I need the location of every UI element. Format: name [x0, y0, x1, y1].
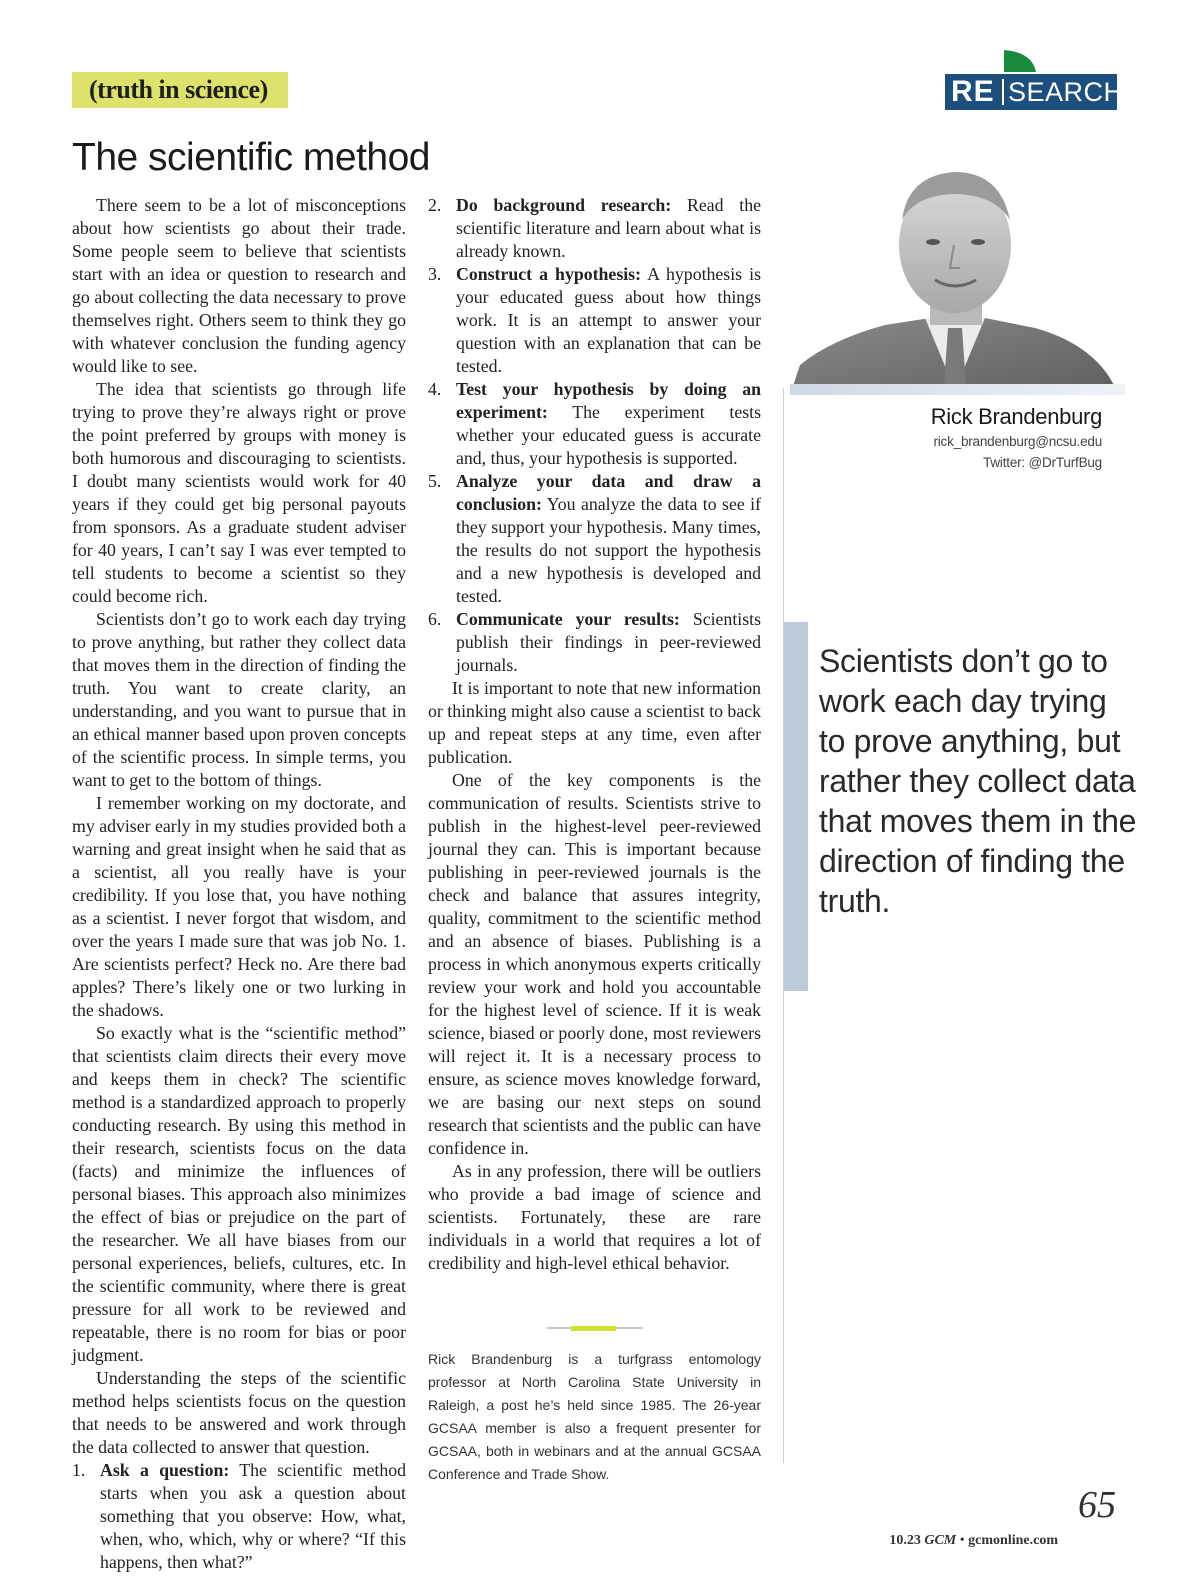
step-item: [428, 194, 761, 263]
research-logo: [945, 48, 1124, 112]
steps-list: [72, 1459, 406, 1574]
author-twitter: Twitter: @DrTurfBug: [983, 455, 1102, 470]
step-item: [428, 263, 761, 378]
step-text: The experiment tests whether your educated guess is accurate and, thus, your hypothesis is supported.: [456, 402, 761, 468]
step-title: Construct a hypothesis:: [456, 264, 642, 284]
step-number: 2.: [428, 195, 442, 215]
author-block: [860, 403, 1102, 473]
logo-search-text: SEARCH: [1008, 77, 1124, 107]
research-logo-box: [945, 74, 1124, 110]
step-title: Ask a question:: [100, 1460, 230, 1480]
article-column-1: [72, 194, 406, 1574]
section-kicker-label: (truth in science): [89, 75, 268, 104]
logo-re-text: RE: [951, 75, 995, 108]
article-column-2: [428, 194, 761, 1275]
bio-divider-accent: [571, 1326, 616, 1331]
photo-base-strip: [790, 384, 1125, 395]
footer-bullet: •: [959, 1533, 965, 1548]
body-paragraph: Understanding the steps of the scientific method helps scientists focus on the question that needs to be answered and work through the data collected to answer that question.: [72, 1368, 406, 1457]
step-title: Test your hypothesis by doing an experiment:: [456, 379, 761, 422]
page-footer: [889, 1533, 1058, 1549]
step-item: [72, 1459, 406, 1574]
pull-quote-bar: [784, 622, 808, 991]
article-title: The scientific method: [72, 136, 431, 179]
section-kicker: [72, 72, 288, 108]
step-text: A hypothesis is your educated guess about how things work. It is an attempt to answer your question with an explanation that can be tested.: [456, 264, 761, 376]
step-number: 4.: [428, 379, 442, 399]
step-text: Scientists publish their findings in peer-reviewed journals.: [456, 609, 761, 675]
footer-issue: 10.23: [889, 1533, 921, 1548]
step-title: Analyze your data and draw a conclusion:: [456, 471, 761, 514]
step-number: 5.: [428, 471, 442, 491]
logo-divider: [1002, 79, 1004, 105]
footer-magazine: GCM: [924, 1533, 957, 1548]
steps-list-continued: [428, 194, 761, 677]
footer-site: gcmonline.com: [968, 1533, 1058, 1548]
body-paragraph: Scientists don’t go to work each day trying to prove anything, but rather they collect data that moves them in the direction of finding the truth. You want to create clarity, an understanding, and you want to pursue that in an ethical manner based upon proven concepts of the scientific process. In simple terms, you want to get to the bottom of things.: [72, 609, 406, 790]
step-number: 6.: [428, 609, 442, 629]
step-item: [428, 378, 761, 470]
pull-quote: Scientists don’t go to work each day trying to prove anything, but rather they collect data that moves them in the direction of finding the truth.: [819, 643, 1137, 919]
step-item: [428, 470, 761, 608]
body-paragraph: It is important to note that new information or thinking might also cause a scientist to back up and repeat steps at any time, even after publication.: [428, 678, 761, 767]
step-text: You analyze the data to see if they support your hypothesis. Many times, the results do not support the hypothesis and a new hypothesis is developed and tested.: [456, 494, 761, 606]
author-email: rick_brandenburg@ncsu.edu: [933, 434, 1102, 449]
author-name: Rick Brandenburg: [930, 404, 1102, 429]
body-paragraph: There seem to be a lot of misconceptions about how scientists go about their trade. Some people seem to believe that scientists start with an idea or question to research and go about collecting the data necessary to prove themselves right. Others seem to think they go with whatever conclusion the funding agency would like to see.: [72, 195, 406, 376]
step-title: Do background research:: [456, 195, 672, 215]
step-item: [428, 608, 761, 677]
step-number: 3.: [428, 264, 442, 284]
body-paragraph: So exactly what is the “scientific method” that scientists claim directs their every move and keeps them in check? The scientific method is a standardized approach to properly conducting research. By using this method in their research, scientists focus on the data (facts) and minimize the influences of personal biases. This approach also minimizes the effect of bias or prejudice on the part of the researcher. We all have biases from our personal experiences, beliefs, cultures, etc. In the scientific community, where there is great pressure for all work to be reviewed and repeatable, there is no room for bias or poor judgment.: [72, 1023, 406, 1365]
body-paragraph: The idea that scientists go through life trying to prove they’re always right or prove the point preferred by groups with money is both humorous and discouraging to scientists. I doubt many scientists would work for 40 years if they could get big personal payouts from sponsors. As a graduate student adviser for 40 years, I can’t say I was ever tempted to tell students to become a scientist so they could become rich.: [72, 379, 406, 606]
step-number: 1.: [72, 1460, 86, 1480]
page-number: 65: [1078, 1484, 1116, 1526]
author-bio: Rick Brandenburg is a turfgrass entomology professor at North Carolina State University in Raleigh, a post he’s held since 1985. The 26-year GCSAA member is also a frequent presenter for GCSAA, both in webinars and at the annual GCSAA Conference and Trade Show.: [428, 1351, 761, 1482]
author-photo: [790, 150, 1120, 395]
step-text: Read the scientific literature and learn about what is already known.: [456, 195, 761, 261]
body-paragraph: I remember working on my doctorate, and my adviser early in my studies provided both a warning and great insight when he said that as a scientist, all you really have is your credibility. If you lose that, you have nothing as a scientist. I never forgot that wisdom, and over the years I made sure that was job No. 1. Are scientists perfect? Heck no. Are there bad apples? There’s likely one or two lurking in the shadows.: [72, 793, 406, 1020]
body-paragraph: One of the key components is the communication of results. Scientists strive to publish in the highest-level peer-reviewed journal they can. This is important because publishing in peer-reviewed journals is the check and balance that assures integrity, quality, commitment to the scientific method and an absence of biases. Publishing is a process in which anonymous experts critically review your work and hold you accountable for the highest level of science. If it is weak science, biased or poorly done, most reviewers will reject it. It is a necessary process to ensure, as science moves knowledge forward, we are basing our next steps on sound research that scientists and the public can have confidence in.: [428, 770, 761, 1158]
step-title: Communicate your results:: [456, 609, 680, 629]
step-text: The scientific method starts when you ask a question about something that you observe: How, what, when, who, which, why or where? “If this happens, then what?”: [100, 1460, 406, 1572]
body-paragraph: As in any profession, there will be outliers who provide a bad image of science and scientists. Fortunately, these are rare individuals in a world that requires a lot of credibility and high-level ethical behavior.: [428, 1161, 761, 1273]
leaf-icon: [1002, 48, 1038, 72]
